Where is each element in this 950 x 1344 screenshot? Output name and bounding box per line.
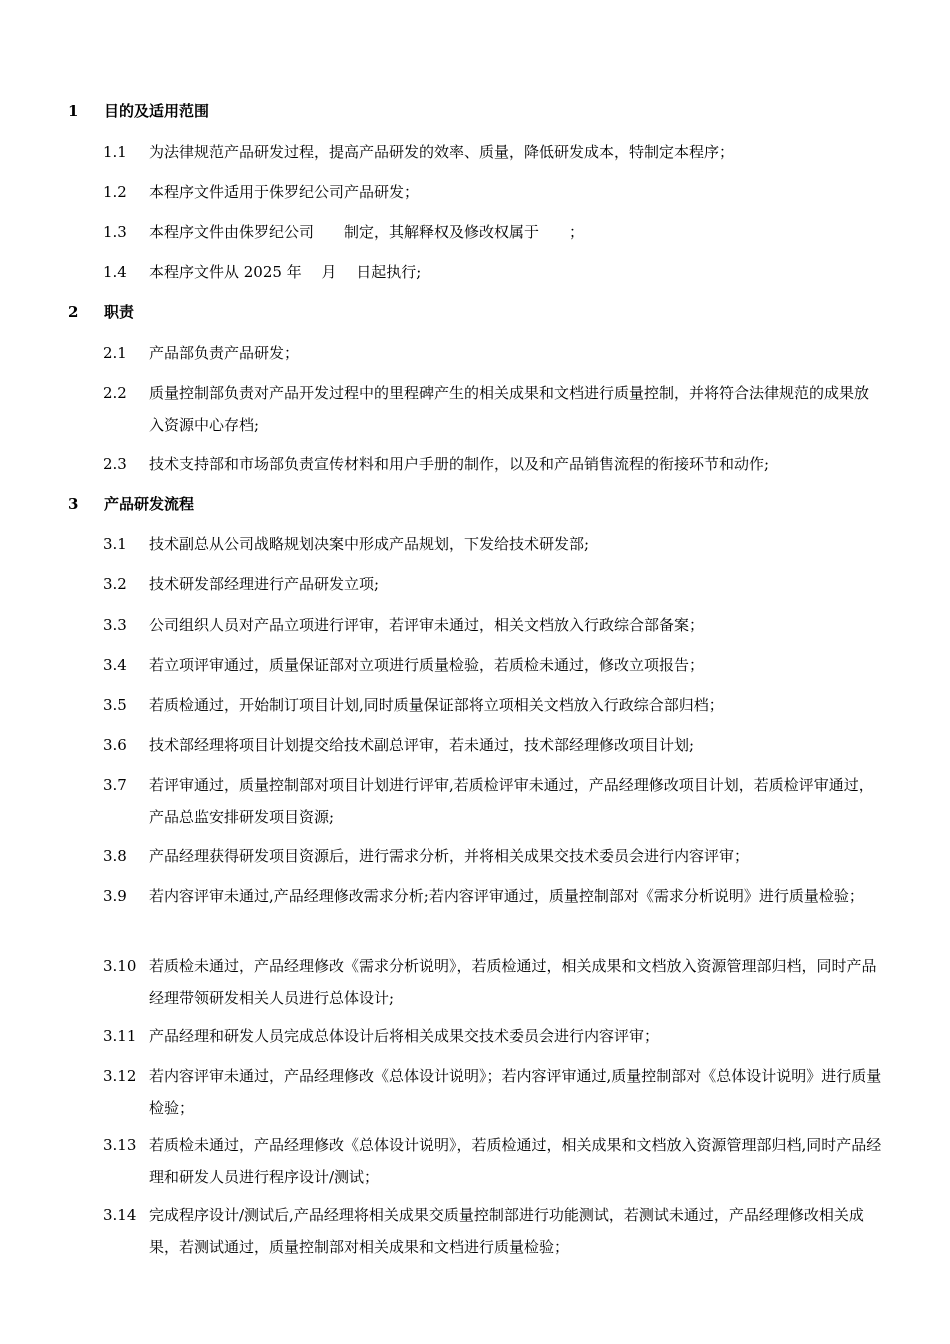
clause-3-11 [103,1020,883,1052]
section-title: 职责 [104,303,135,321]
clause-3-5 [103,689,883,721]
clause-text: 若评审通过，质量控制部对项目计划进行评审,若质检评审未通过，产品经理修改项目计划，若质检评审通过，产品总监安排研发项目资源; [149,776,874,826]
clause-text: 本程序文件适用于侏罗纪公司产品研发； [149,183,420,201]
section-heading-3 [68,492,194,516]
clause-1-2 [103,176,883,208]
clause-text: 产品经理和研发人员完成总体设计后将相关成果交技术委员会进行内容评审； [149,1027,660,1045]
clause-number: 2.1 [103,344,127,362]
clause-text: 技术研发部经理进行产品研发立项; [149,575,380,593]
clause-text: 产品部负责产品研发； [149,344,300,362]
clause-3-4 [103,649,883,681]
clause-3-13 [103,1129,883,1193]
clause-text: 若质检通过，开始制订项目计划,同时质量保证部将立项相关文档放入行政综合部归档； [149,696,724,714]
clause-text: 质量控制部负责对产品开发过程中的里程碑产生的相关成果和文档进行质量控制，并将符合法律规范的成果放入资源中心存档; [149,384,870,434]
clause-number: 3.7 [103,776,127,794]
clause-text: 技术副总从公司战略规划决案中形成产品规划，下发给技术研发部; [149,535,590,553]
clause-number: 3.9 [103,887,127,905]
section-number: 1 [68,102,79,120]
clause-text: 技术部经理将项目计划提交给技术副总评审，若未通过，技术部经理修改项目计划; [149,736,695,754]
clause-number: 3.6 [103,736,127,754]
clause-2-3 [103,448,883,480]
clause-text: 产品经理获得研发项目资源后，进行需求分析，并将相关成果交技术委员会进行内容评审； [149,847,750,865]
clause-number: 2.2 [103,384,127,402]
clause-number: 3.1 [103,535,127,553]
clause-number: 3.10 [103,957,137,975]
clause-number: 3.3 [103,616,127,634]
clause-3-3 [103,609,883,641]
clause-number: 1.3 [103,223,127,241]
clause-3-1 [103,528,883,560]
clause-number: 3.2 [103,575,127,593]
clause-1-1 [103,136,883,168]
clause-text: 若质检未通过，产品经理修改《需求分析说明》，若质检通过，相关成果和文档放入资源管理部归档，同时产品经理带领研发相关人员进行总体设计; [149,957,877,1007]
clause-1-3 [103,216,883,248]
clause-3-10 [103,950,883,1014]
clause-3-12 [103,1060,883,1124]
clause-3-9 [103,880,883,912]
clause-1-4 [103,256,883,288]
clause-number: 3.13 [103,1136,137,1154]
clause-3-14 [103,1199,883,1263]
clause-number: 3.4 [103,656,127,674]
section-number: 3 [68,495,79,513]
clause-3-2 [103,568,883,600]
clause-number: 1.4 [103,263,127,281]
clause-number: 3.12 [103,1067,137,1085]
clause-number: 1.2 [103,183,127,201]
section-number: 2 [68,303,79,321]
clause-text: 若内容评审未通过，产品经理修改《总体设计说明》；若内容评审通过,质量控制部对《总体设计说明》进行质量检验； [149,1067,882,1117]
clause-text: 本程序文件从 2025 年 月 日起执行; [149,263,422,281]
clause-3-7 [103,769,883,833]
section-title: 目的及适用范围 [104,102,210,120]
clause-number: 3.14 [103,1206,137,1224]
clause-text: 本程序文件由侏罗纪公司 制定，其解释权及修改权属于 ； [149,223,585,241]
clause-2-1 [103,337,883,369]
clause-number: 1.1 [103,143,127,161]
clause-text: 为法律规范产品研发过程，提高产品研发的效率、质量，降低研发成本，特制定本程序； [149,143,735,161]
clause-text: 完成程序设计/测试后,产品经理将相关成果交质量控制部进行功能测试，若测试未通过，产品经理修改相关成果，若测试通过，质量控制部对相关成果和文档进行质量检验； [149,1206,864,1256]
clause-text: 若立项评审通过，质量保证部对立项进行质量检验，若质检未通过，修改立项报告； [149,656,705,674]
section-title: 产品研发流程 [104,495,195,513]
clause-text: 若内容评审未通过,产品经理修改需求分析;若内容评审通过，质量控制部对《需求分析说明》进行质量检验； [149,887,864,905]
clause-text: 公司组织人员对产品立项进行评审，若评审未通过，相关文档放入行政综合部备案； [149,616,705,634]
clause-number: 2.3 [103,455,127,473]
clause-3-6 [103,729,883,761]
section-heading-2 [68,300,134,324]
section-heading-1 [68,99,209,123]
clause-3-8 [103,840,883,872]
clause-number: 3.8 [103,847,127,865]
clause-number: 3.5 [103,696,127,714]
clause-text: 技术支持部和市场部负责宣传材料和用户手册的制作，以及和产品销售流程的衔接环节和动作; [149,455,770,473]
clause-2-2 [103,377,883,441]
clause-number: 3.11 [103,1027,137,1045]
clause-text: 若质检未通过，产品经理修改《总体设计说明》，若质检通过，相关成果和文档放入资源管理部归档,同时产品经理和研发人员进行程序设计/测试； [149,1136,882,1186]
